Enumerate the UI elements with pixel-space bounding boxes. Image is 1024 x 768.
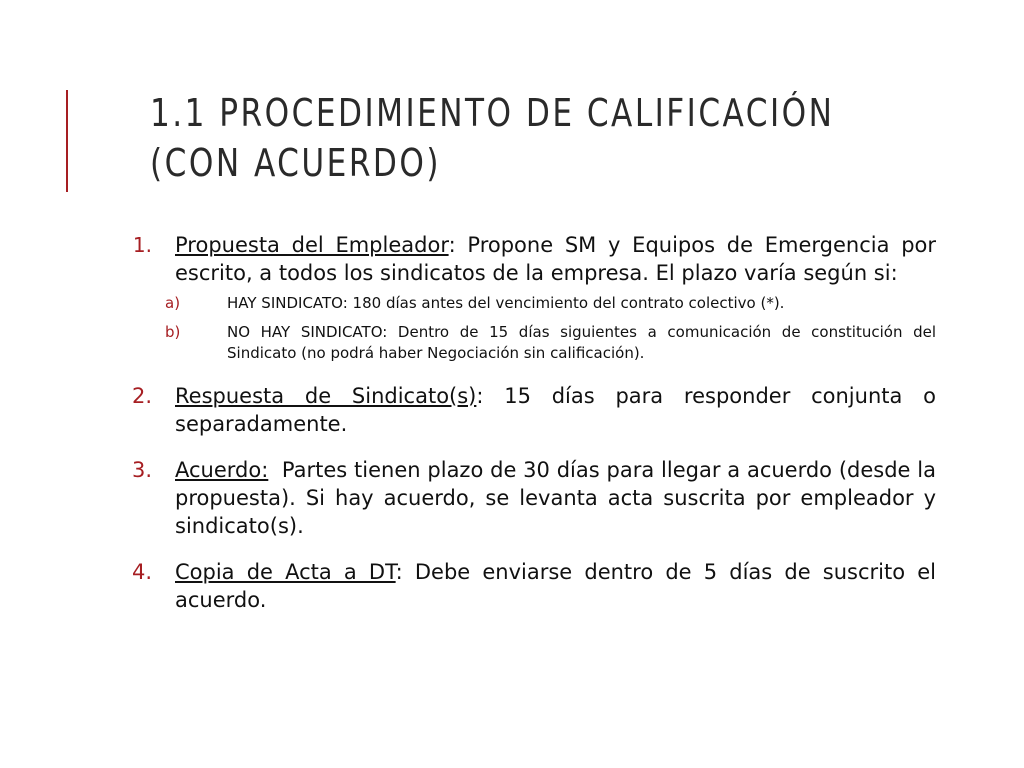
list-item-number: 4. bbox=[131, 560, 152, 584]
slide-title bbox=[150, 88, 835, 188]
numbered-list bbox=[112, 231, 943, 632]
list-item-text bbox=[175, 456, 943, 540]
title-accent-bar bbox=[66, 90, 68, 192]
list-item-number: 1. bbox=[132, 233, 152, 257]
list-item-body: : Propone SM y Equipos de Emergencia por escrito, a todos los sindicatos de la empresa. El plazo varía según si: bbox=[175, 233, 937, 285]
list-item-label: Acuerdo: bbox=[175, 458, 269, 482]
slide-title-line-1: 1.1 PROCEDIMIENTO DE CALIFICACIÓN bbox=[150, 91, 835, 135]
list-item-label: Copia de Acta a DT bbox=[175, 560, 396, 584]
list-item-text bbox=[175, 382, 936, 438]
list-item-label: Respuesta de Sindicato(s) bbox=[175, 384, 477, 408]
list-item-3 bbox=[112, 456, 943, 540]
list-item-body: : 15 días para responder conjunta o separadamente. bbox=[175, 384, 936, 436]
sub-item-text: NO HAY SINDICATO: Dentro de 15 días siguientes a comunicación de constitución del Sindicato (no podrá haber Negociación sin calificación). bbox=[227, 323, 936, 362]
list-item-2 bbox=[112, 382, 936, 438]
list-item-1 bbox=[112, 231, 936, 364]
list-item-number: 2. bbox=[131, 384, 152, 408]
list-item-body: Partes tienen plazo de 30 días para llegar a acuerdo (desde la propuesta). Si hay acuerdo, se levanta acta suscrita por empleador y sindicato(s). bbox=[175, 458, 943, 538]
list-item-number: 3. bbox=[131, 458, 152, 482]
sub-item-a bbox=[165, 293, 936, 314]
sub-list bbox=[165, 293, 936, 364]
list-item-4 bbox=[112, 558, 936, 614]
list-item-body: : Debe enviarse dentro de 5 días de suscrito el acuerdo. bbox=[175, 560, 936, 612]
sub-item-letter: a) bbox=[165, 294, 181, 312]
sub-item-b bbox=[165, 322, 936, 364]
list-item-label: Propuesta del Empleador bbox=[175, 233, 449, 257]
sub-item-text: HAY SINDICATO: 180 días antes del vencimiento del contrato colectivo (*). bbox=[227, 294, 785, 312]
list-item-text bbox=[175, 231, 936, 287]
slide-title-line-2: (CON ACUERDO) bbox=[150, 141, 441, 185]
list-item-text bbox=[175, 558, 936, 614]
sub-item-letter: b) bbox=[165, 323, 181, 341]
